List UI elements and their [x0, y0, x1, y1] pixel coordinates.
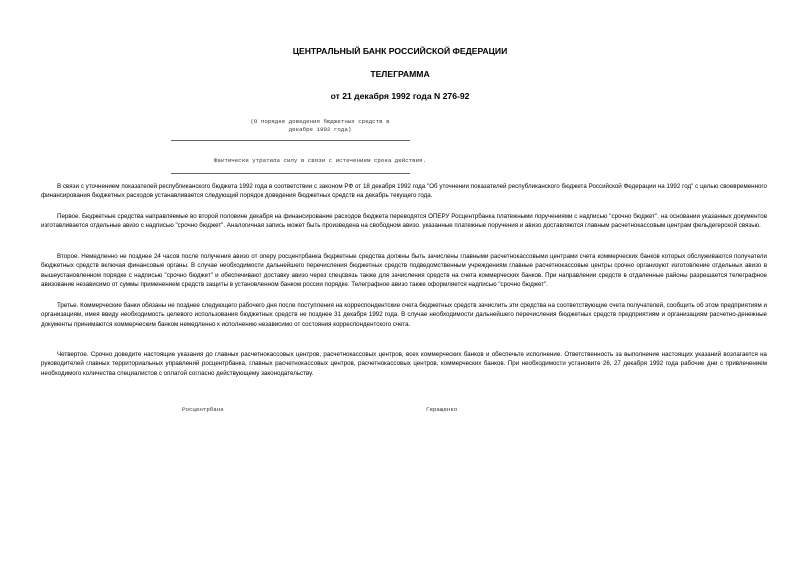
- divider-bottom: [171, 173, 410, 174]
- divider-top: [171, 140, 410, 141]
- paragraph-first: Первое. Бюджетные средства направляемые во второй половине декабря на финансирование расходов бюджета переводятся ОПЕРУ Росцентрбанка платежными поручениями с надписью "срочно бюджет". на основании указанных документов изготавливается отдельные авизо с надписью "срочно бюджет". Аналогичная запись может быть произведена на свободном авизо. указанные платежные поручения и авизо доставляются главным расчетнокассовым центрам фельдегерской связью.: [41, 213, 767, 230]
- signature-name: Геращенко: [426, 406, 458, 413]
- document-date-number: от 21 декабря 1992 года N 276-92: [330, 91, 470, 101]
- subject-note-line-2: декабре 1992 года): [288, 126, 352, 133]
- paragraph-third: Третье. Коммерческие банки обязаны не позднее следующего рабочего дня после поступления на корреспондентские счета бюджетных средств зачислить эти средства на соответствующие счета получателей, сообщить об этом предприятиям и организациям, имея ввиду необходимость целевого использования бюджетных средств не позднее 31 декабря 1992 года. В случае необходимости дальнейшего перечисления бюджетных средств предприятиям и организациям расчетно-денежные документы принимаются коммерческим банком немедленно к исполнению независимо от состояния корреспондентского счета.: [41, 302, 767, 328]
- signature-organization: Росцентрбанк: [182, 406, 224, 413]
- status-note: Фактически утратила силу в связи с истечением срока действия.: [213, 157, 427, 164]
- subject-note-line-1: (О порядке доведения бюджетных средств в: [250, 118, 390, 125]
- paragraph-intro: В связи с уточнением показателей республиканского бюджета 1992 года в соответствии с законом РФ от 18 декабря 1992 года "Об уточнении показателей республиканского бюджета Российской Федерации на 1992 год" с целью своевременного финансирования бюджетных расходов устанавливается следующий порядок доведения бюджетных средств на декабрь текущего года.: [41, 183, 767, 200]
- paragraph-second: Второе. Немедленно не позднее 24 часов после получения авизо от оперу росцентрбанка бюджетные средства должны быть зачислены главными расчетнокассовыми центрами счета коммерческих банков которых обслуживаются получатели бюджетных средств включая финансовые органы. В случае необходимости дальнейшего перечисления бюджетных средств подведомственным учреждениям главные расчетнокассовые центры срочно организуют изготовление отдельных авизо в вышеустановленном порядке с надписью "срочно бюджет" и обеспечивают доставку авизо через спецсвязь также для зачисления средств на счета коммерческих банков. При направлении средств в отдаленные районы разрешается телеграфное авизование независимо от суммы применением средств защиты в установленном банком россии порядке. Телеграфное авизо также оформляется надписью "срочно бюджет".: [41, 253, 767, 288]
- paragraph-fourth: Четвертое. Срочно доведите настоящие указания до главных расчетнокассовых центров, расчетнокассовых центров, всех коммерческих банков и обеспечьте исполнение. Ответственность за выполнение настоящих указаний возлагается на руководителей главных территориальных управлений росцентрбанка, главных расчетнокассовых центров, расчетнокассовых центров, коммерческих банков. При необходимости установите 26, 27 декабря 1992 года рабочие дни с привлечением необходимого количества специалистов с оплатой согласно действующему законодательству.: [41, 351, 767, 377]
- subject-note: [200, 118, 440, 134]
- document-type-title: ТЕЛЕГРАММА: [370, 69, 430, 79]
- issuer-title: ЦЕНТРАЛЬНЫЙ БАНК РОССИЙСКОЙ ФЕДЕРАЦИИ: [292, 46, 508, 56]
